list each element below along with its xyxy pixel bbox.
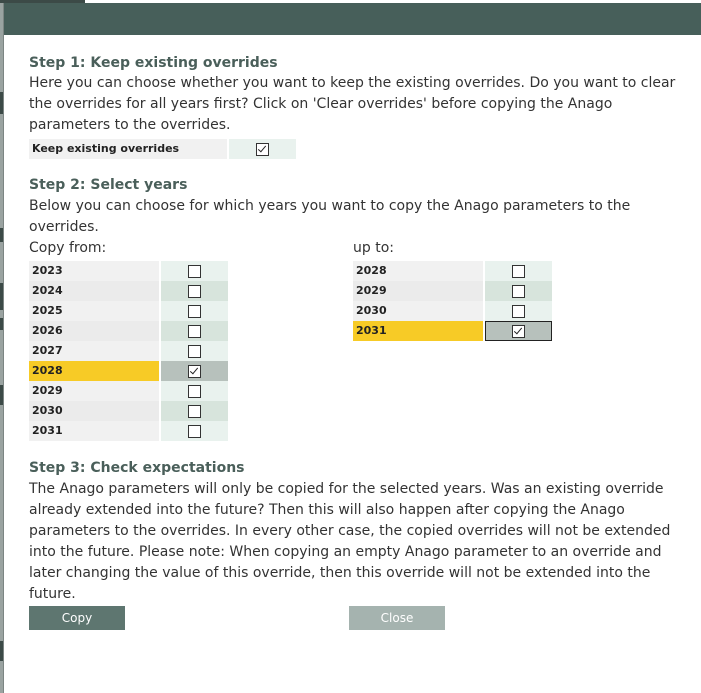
close-button[interactable]: Close (349, 606, 445, 630)
from-year-checkbox[interactable] (188, 385, 201, 398)
to-year-label: 2031 (353, 321, 483, 341)
from-year-checkbox[interactable] (188, 425, 201, 438)
from-checkbox-cell[interactable] (161, 381, 228, 401)
from-checkbox-cell[interactable] (161, 321, 228, 341)
to-year-checkbox[interactable] (512, 265, 525, 278)
to-checkbox-cell[interactable] (485, 321, 552, 341)
to-checkbox-cell[interactable] (485, 281, 552, 301)
step1-title: Step 1: Keep existing overrides (29, 55, 278, 71)
from-year-label: 2030 (29, 401, 159, 421)
from-checkbox-cell[interactable] (161, 281, 228, 301)
from-year-label: 2027 (29, 341, 159, 361)
from-year-checkbox[interactable] (188, 265, 201, 278)
from-year-checkbox[interactable] (188, 405, 201, 418)
step3-title: Step 3: Check expectations (29, 460, 245, 476)
from-year-checkbox[interactable] (188, 285, 201, 298)
keep-existing-overrides-cell[interactable] (229, 139, 296, 159)
from-checkbox-cell[interactable] (161, 301, 228, 321)
step3-description: The Anago parameters will only be copied for the selected years. Was an existing override already extended into the future? Then this will also happen after copying the Anago parameters to the overrides. In every other case, the copied overrides will not be extended into the future. Please note: When copying an empty Anago parameter to an override and later changing the value of this override, then this override will not be extended into the future. (29, 481, 671, 602)
to-year-checkbox[interactable] (512, 305, 525, 318)
to-year-label: 2028 (353, 261, 483, 281)
from-year-label: 2028 (29, 361, 159, 381)
from-checkbox-cell[interactable] (161, 341, 228, 361)
from-checkbox-cell[interactable] (161, 401, 228, 421)
from-year-label: 2023 (29, 261, 159, 281)
keep-existing-overrides-label: Keep existing overrides (29, 139, 227, 159)
from-year-checkbox[interactable] (188, 365, 201, 378)
keep-existing-overrides-checkbox[interactable] (256, 143, 269, 156)
from-year-label: 2024 (29, 281, 159, 301)
to-year-label: 2029 (353, 281, 483, 301)
to-checkbox-cell[interactable] (485, 261, 552, 281)
from-year-label: 2029 (29, 381, 159, 401)
to-year-checkbox[interactable] (512, 325, 525, 338)
copy-parameters-dialog (3, 3, 701, 693)
from-year-checkbox[interactable] (188, 345, 201, 358)
from-checkbox-cell[interactable] (161, 421, 228, 441)
from-year-checkbox[interactable] (188, 305, 201, 318)
from-checkbox-cell[interactable] (161, 361, 228, 381)
copy-from-label: Copy from: (29, 240, 107, 256)
step2-description: Below you can choose for which years you want to copy the Anago parameters to the overrides. (29, 198, 631, 235)
from-checkbox-cell[interactable] (161, 261, 228, 281)
to-checkbox-cell[interactable] (485, 301, 552, 321)
copy-button[interactable]: Copy (29, 606, 125, 630)
dialog-titlebar[interactable] (4, 3, 701, 35)
from-year-label: 2031 (29, 421, 159, 441)
from-year-checkbox[interactable] (188, 325, 201, 338)
up-to-label: up to: (353, 240, 394, 256)
from-year-label: 2026 (29, 321, 159, 341)
step2-title: Step 2: Select years (29, 177, 188, 193)
to-year-checkbox[interactable] (512, 285, 525, 298)
to-year-label: 2030 (353, 301, 483, 321)
step1-description: Here you can choose whether you want to keep the existing overrides. Do you want to clear the overrides for all years first? Click on 'Clear overrides' before copying the Anago parameters to the overrides. (29, 75, 676, 133)
from-year-label: 2025 (29, 301, 159, 321)
